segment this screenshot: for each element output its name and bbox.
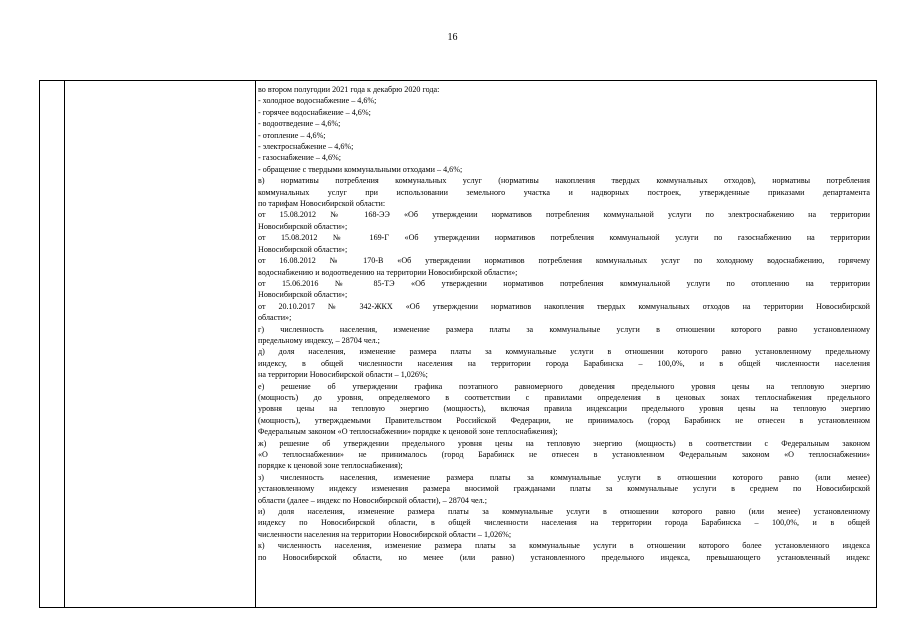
text-line: от 15.06.2016 № 85-ТЭ «Об утверждении нормативов потребления коммунальной услуги по отоплению на территории: [258, 278, 870, 288]
text-line: Новосибирской области»;: [258, 244, 348, 254]
text-line: на территории Новосибирской области – 1,026%;: [258, 370, 428, 380]
text-line: индексу по Новосибирской области, в общей численности населения на территории города Барабинска – 100,0%, и в общей: [258, 518, 870, 528]
text-line: установленному индексу изменения размера вносимой гражданами платы за коммунальные услуги в среднем по Новосибирской: [258, 484, 870, 494]
text-line: - электроснабжение – 4,6%;: [258, 142, 354, 152]
text-line: ж) решение об утверждении предельного уровня цены на тепловую энергию (мощность) в соответствии с Федеральным законом: [258, 438, 870, 448]
text-line: - обращение с твердыми коммунальными отходами – 4,6%;: [258, 164, 463, 174]
table-column-divider: [64, 81, 65, 607]
text-line: во втором полугодии 2021 года к декабрю 2020 года:: [258, 85, 440, 94]
text-line: д) доля населения, изменение размера платы за коммунальные услуги в отношении которого равно установленному предельному: [258, 347, 870, 357]
text-line: (мощность) до уровня, определяемого в соответствии с правилами определения в ценовых зонах теплоснабжения предельного: [258, 392, 870, 402]
text-line: - отопление – 4,6%;: [258, 130, 326, 140]
text-line: от 15.08.2012 № 169-Г «Об утверждении нормативов потребления коммунальной услуги по газоснабжению на территории: [258, 233, 870, 243]
text-line: коммунальных услуг при использовании земельного участка и надворных построек, утвержденные приказами департамента: [258, 187, 870, 197]
text-line: - холодное водоснабжение – 4,6%;: [258, 96, 377, 106]
text-line: Федеральным законом «О теплоснабжении» порядке к ценовой зоне теплоснабжения);: [258, 427, 558, 437]
page-number: 16: [447, 32, 458, 43]
text-line: уровня цены на тепловую энергию (мощность), включая правила индексации предельного уровня цены на тепловую энергию: [258, 404, 870, 414]
text-line: г) численность населения, изменение размера платы за коммунальные услуги в отношении которого равно установленному: [258, 324, 870, 334]
text-line: (мощность), утверждаемыми Правительством Российской Федерации, не принималось (город Барабинск не отнесен в установленном: [258, 415, 870, 425]
text-line: Новосибирской области»;: [258, 290, 348, 300]
text-line: «О теплоснабжении» не принималось (город Барабинск не отнесен в установленном Федеральным законом «О теплоснабжении»: [258, 450, 870, 459]
text-line: предельному индексу, – 28704 чел.;: [258, 335, 380, 345]
text-line: Новосибирской области»;: [258, 221, 348, 231]
text-line: области (далее – индекс по Новосибирской области), – 28704 чел.;: [258, 495, 487, 505]
document-table: [39, 80, 877, 608]
text-line: области»;: [258, 313, 292, 323]
text-line: от 16.08.2012 № 170-В «Об утверждении нормативов потребления коммунальных услуг по холодному водоснабжению, горячему: [258, 256, 870, 266]
text-line: з) численность населения, изменение размера платы за коммунальные услуги в отношении которого равно (или менее): [258, 472, 870, 482]
text-line: и) доля населения, изменение размера платы за коммунальные услуги в отношении которого равно (или менее) установленному: [258, 507, 870, 517]
text-line: е) решение об утверждении графика поэтапного равномерного доведения предельного уровня цены на тепловую энергию: [258, 381, 870, 391]
text-line: в) нормативы потребления коммунальных услуг (нормативы накопления твердых коммунальных отходов), нормативы потребления: [258, 176, 870, 186]
text-line: по Новосибирской области, но менее (или равно) установленного предельного индекса, превышающего установленный индекс: [258, 552, 870, 562]
text-line: водоснабжению и водоотведению на территории Новосибирской области»;: [258, 267, 518, 277]
text-line: к) численность населения, изменение размера платы за коммунальные услуги в отношении которого более установленного индекса: [258, 541, 870, 551]
text-line: - газоснабжение – 4,6%;: [258, 153, 341, 163]
text-line: численности населения на территории Новосибирской области – 1,026%;: [258, 529, 512, 539]
text-line: - водоотведение – 4,6%;: [258, 119, 341, 129]
table-column-divider: [255, 81, 256, 607]
text-line: по тарифам Новосибирской области:: [258, 199, 386, 209]
text-line: от 15.08.2012 № 168-ЭЭ «Об утверждении нормативов потребления коммунальной услуги по электроснабжению на территории: [258, 210, 870, 220]
text-line: индексу, в общей численности населения на территории города Барабинска – 100,0%, и в общей численности населения: [258, 358, 870, 368]
text-line: порядке к ценовой зоне теплоснабжения);: [258, 461, 403, 471]
text-line: - горячее водоснабжение – 4,6%;: [258, 107, 371, 117]
table-cell-text: [258, 84, 870, 563]
text-line: от 20.10.2017 № 342-ЖКХ «Об утверждении нормативов накопления твердых коммунальных отходов на территории Новосибирской: [258, 301, 870, 311]
